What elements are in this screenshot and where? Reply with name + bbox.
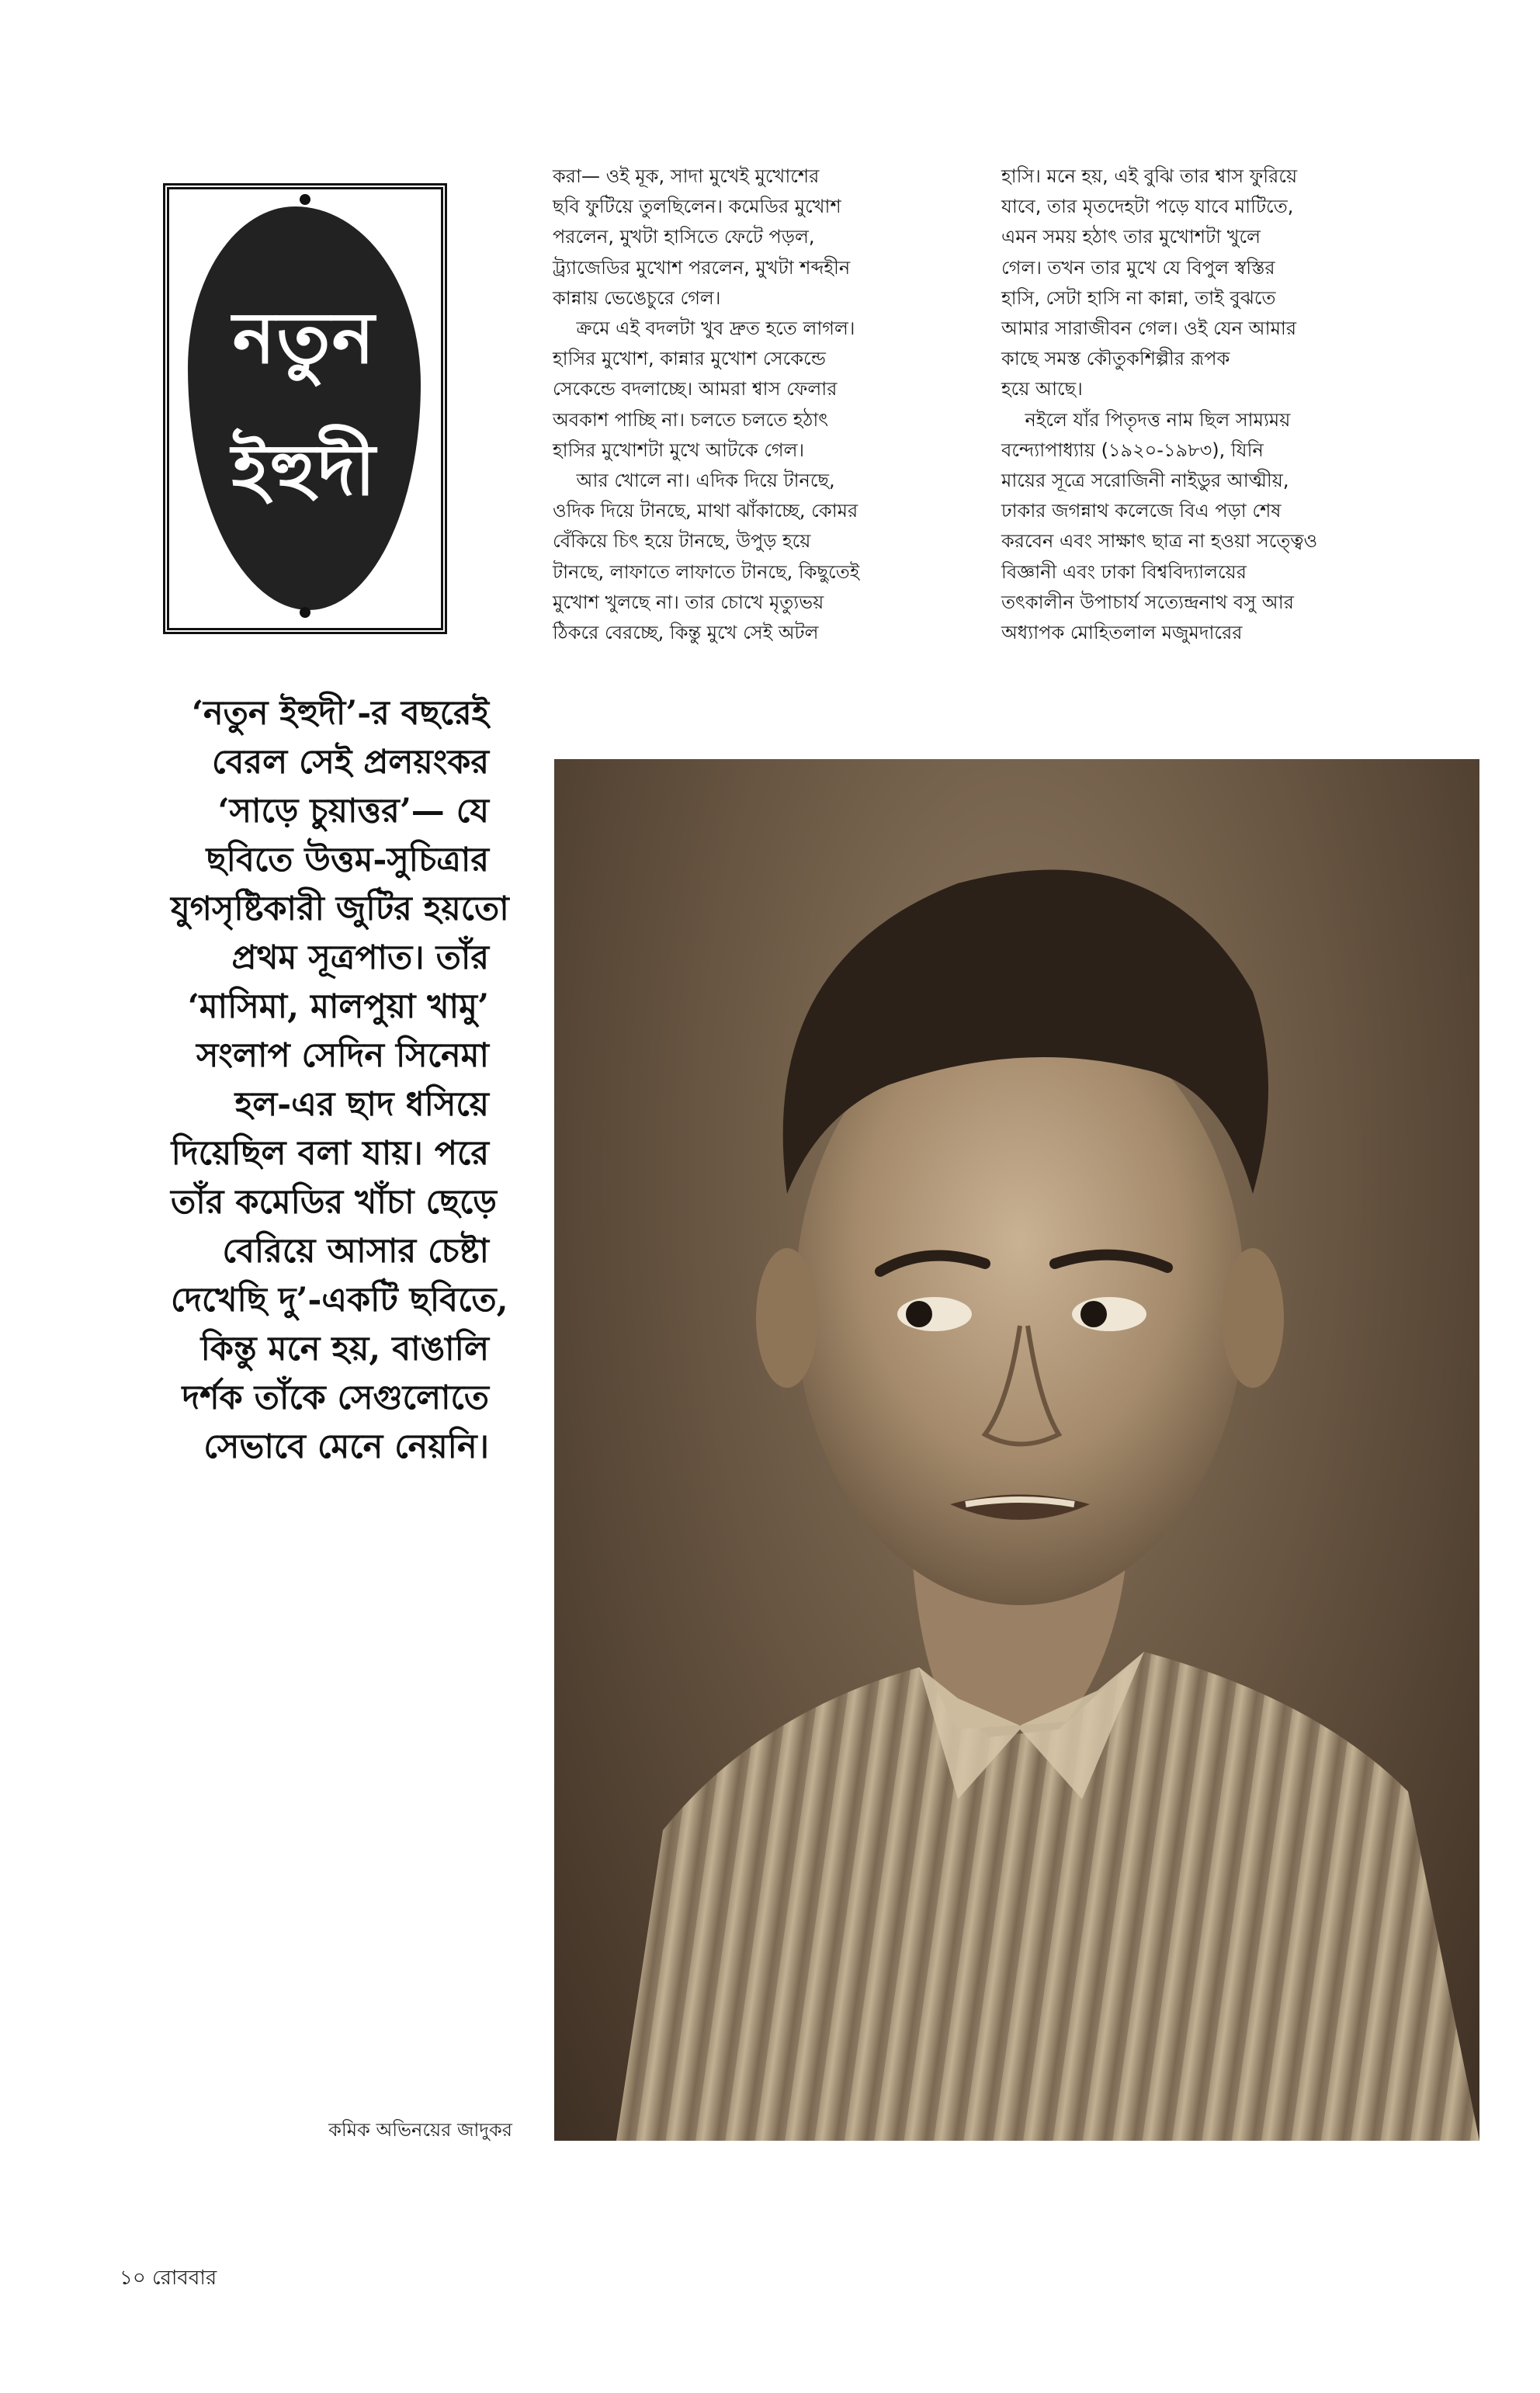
- pull-quote-line: দেখেছি দু’-একটি ছবিতে,: [171, 1281, 508, 1320]
- body-column-2: [1001, 161, 1436, 648]
- body-line: আমার সারাজীবন গেল। ওই যেন আমার: [1001, 317, 1297, 340]
- poster-dot-bottom: [300, 607, 310, 618]
- body-line: কাছে সমস্ত কৌতুকশিল্পীর রূপক: [1001, 348, 1230, 370]
- pull-quote-line: ‘নতুন ইহুদী’-র বছরেই: [192, 694, 489, 733]
- pull-quote-line: ছবিতে উত্তম-সুচিত্রার: [206, 841, 489, 879]
- body-line: নইলে যাঁর পিতৃদত্ত নাম ছিল সাম্যময়: [1001, 408, 1291, 431]
- pull-quote-line: দিয়েছিল বলা যায়। পরে: [171, 1134, 489, 1173]
- poster-ink-blot: [188, 206, 421, 610]
- pull-quote-line: দর্শক তাঁকে সেগুলোতে: [182, 1379, 489, 1417]
- body-line: ঢাকার জগন্নাথ কলেজে বিএ পড়া শেষ: [1001, 500, 1282, 522]
- pull-quote-line: সেভাবে মেনে নেয়নি।: [203, 1427, 489, 1466]
- pull-quote-line: যুগসৃষ্টিকারী জুটির হয়তো: [171, 890, 509, 928]
- film-poster-graphic: [163, 183, 447, 634]
- portrait-ear-right: [1222, 1248, 1284, 1388]
- body-line: বিজ্ঞানী এবং ঢাকা বিশ্ববিদ্যালয়ের: [1001, 560, 1247, 583]
- poster-title-line-1: নতুন: [232, 296, 376, 380]
- pull-quote: [171, 689, 509, 1472]
- body-line: করা— ওই মূক, সাদা মুখেই মুখোশের: [553, 165, 820, 187]
- poster-title-line-2: ইহুদী: [231, 428, 377, 512]
- body-line: টানছে, লাফাতে লাফাতে টানছে, কিছুতেই: [553, 560, 860, 583]
- body-line: ছবি ফুটিয়ে তুলছিলেন। কমেডির মুখোশ: [553, 196, 841, 218]
- body-line: হয়ে আছে।: [1001, 378, 1083, 401]
- portrait-photo: [554, 759, 1479, 2141]
- body-line: আর খোলে না। এদিক দিয়ে টানছে,: [553, 470, 835, 492]
- pull-quote-line: কিন্তু মনে হয়, বাঙালি: [200, 1330, 489, 1368]
- body-line: গেল। তখন তার মুখে যে বিপুল স্বস্তির: [1001, 256, 1275, 279]
- body-line: এমন সময় হঠাৎ তার মুখোশটা খুলে: [1001, 226, 1261, 248]
- body-line: মায়ের সূত্রে সরোজিনী নাইডুর আত্মীয়,: [1001, 470, 1289, 492]
- portrait-illustration: [554, 759, 1479, 2141]
- body-line: ট্র্যাজেডির মুখোশ পরলেন, মুখটা শব্দহীন: [553, 256, 851, 279]
- body-line: হাসি, সেটা হাসি না কান্না, তাই বুঝতে: [1001, 286, 1276, 309]
- poster-dot-top: [300, 194, 310, 205]
- pull-quote-line: ‘সাড়ে চুয়াত্তর’— যে: [217, 792, 489, 831]
- photo-caption: কমিক অভিনয়ের জাদুকর: [328, 2119, 512, 2141]
- body-line: ঠিকরে বেরচ্ছে, কিন্তু মুখে সেই অটল: [553, 622, 819, 644]
- body-line: ক্রমে এই বদলটা খুব দ্রুত হতে লাগল।: [553, 317, 855, 340]
- body-line: হাসি। মনে হয়, এই বুঝি তার শ্বাস ফুরিয়ে: [1001, 165, 1298, 187]
- body-line: হাসির মুখোশ, কান্নার মুখোশ সেকেন্ডে: [553, 348, 826, 370]
- portrait-ear-left: [756, 1248, 818, 1388]
- pull-quote-line: বেরিয়ে আসার চেষ্টা: [222, 1232, 489, 1271]
- body-line: ওদিক দিয়ে টানছে, মাথা ঝাঁকাচ্ছে, কোমর: [553, 500, 858, 522]
- body-line: অবকাশ পাচ্ছি না। চলতে চলতে হঠাৎ: [553, 408, 829, 431]
- pull-quote-line: প্রথম সূত্রপাত। তাঁর: [231, 938, 489, 977]
- body-line: কান্নায় ভেঙেচুরে গেল।: [553, 286, 721, 309]
- body-line: বন্দ্যোপাধ্যায় (১৯২০-১৯৮৩), যিনি: [1001, 439, 1264, 461]
- body-line: যাবে, তার মৃতদেহটা পড়ে যাবে মাটিতে,: [1001, 196, 1294, 218]
- pull-quote-line: সংলাপ সেদিন সিনেমা: [196, 1036, 489, 1075]
- body-line: বেঁকিয়ে চিৎ হয়ে টানছে, উপুড় হয়ে: [553, 530, 811, 553]
- pull-quote-line: হল-এর ছাদ ধসিয়ে: [234, 1085, 489, 1124]
- body-line: মুখোশ খুলছে না। তার চোখে মৃত্যুভয়: [553, 591, 824, 613]
- body-line: করবেন এবং সাক্ষাৎ ছাত্র না হওয়া সত্ত্বেও: [1001, 530, 1318, 553]
- page-folio: ১০ রোববার: [120, 2266, 217, 2290]
- body-line: হাসির মুখোশটা মুখে আটকে গেল।: [553, 439, 805, 461]
- body-line: অধ্যাপক মোহিতলাল মজুমদারের: [1001, 622, 1243, 644]
- pull-quote-line: ‘মাসিমা, মালপুয়া খামু’: [187, 987, 489, 1026]
- body-line: তৎকালীন উপাচার্য সত্যেন্দ্রনাথ বসু আর: [1001, 591, 1294, 613]
- body-column-1: [553, 161, 987, 648]
- body-line: সেকেন্ডে বদলাচ্ছে। আমরা শ্বাস ফেলার: [553, 378, 838, 401]
- pull-quote-line: তাঁর কমেডির খাঁচা ছেড়ে: [171, 1183, 498, 1222]
- body-line: পরলেন, মুখটা হাসিতে ফেটে পড়ল,: [553, 226, 815, 248]
- pull-quote-line: বেরল সেই প্রলয়ংকর: [212, 743, 489, 782]
